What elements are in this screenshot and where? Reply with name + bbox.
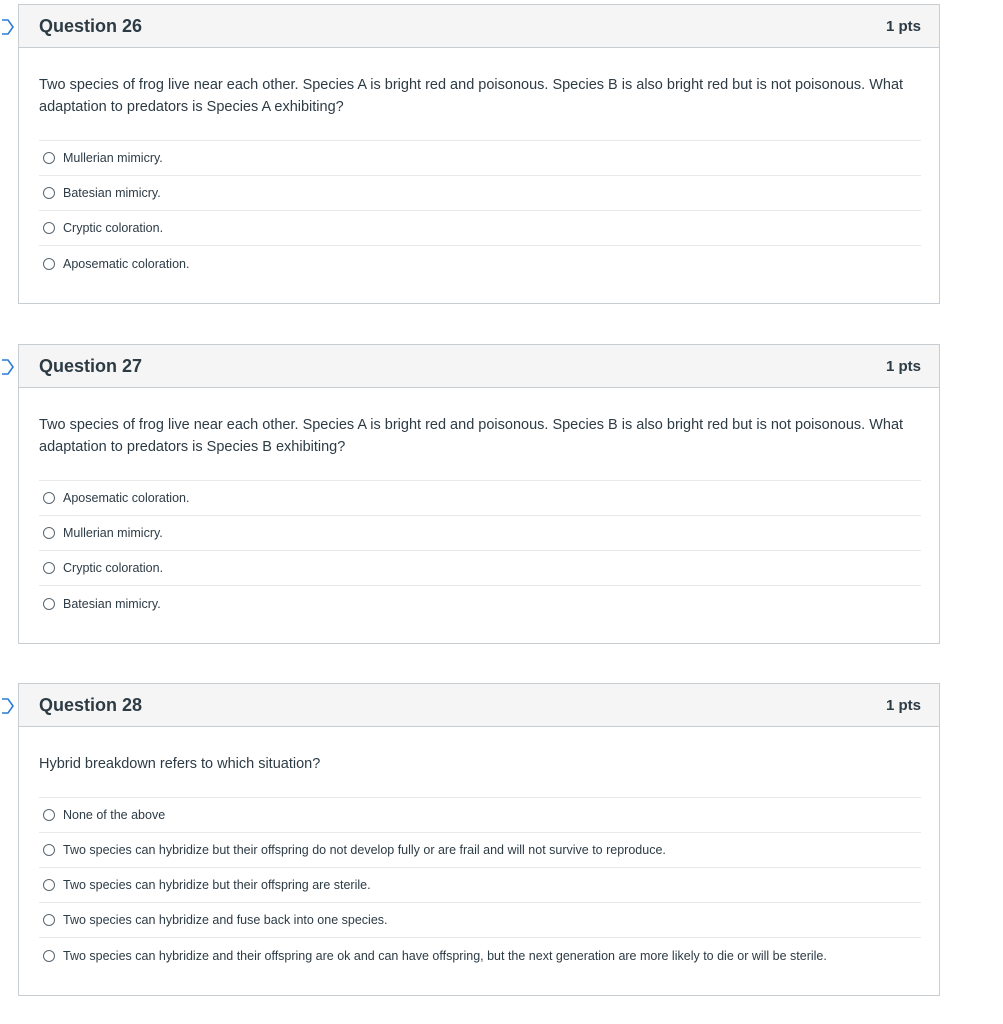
radio-unchecked-icon[interactable]: [43, 562, 55, 574]
answer-label: Aposematic coloration.: [63, 491, 190, 505]
radio-unchecked-icon[interactable]: [43, 187, 55, 199]
question-header: [19, 345, 939, 388]
radio-unchecked-icon[interactable]: [43, 879, 55, 891]
question-points: 1 pts: [885, 696, 921, 714]
answer-label: Two species can hybridize and fuse back into one species.: [63, 913, 388, 927]
answer-option[interactable]: [39, 868, 921, 903]
radio-unchecked-icon[interactable]: [43, 598, 55, 610]
answer-option[interactable]: [39, 176, 921, 211]
answer-label: Two species can hybridize and their offspring are ok and can have offspring, but the next generation are more likely to die or will be sterile.: [63, 948, 827, 963]
answer-list: [39, 797, 921, 973]
answer-option[interactable]: [39, 481, 921, 516]
answer-option[interactable]: [39, 586, 921, 621]
question-text: Hybrid breakdown refers to which situation?: [39, 756, 321, 772]
radio-unchecked-icon[interactable]: [43, 492, 55, 504]
answer-label: Batesian mimicry.: [63, 596, 161, 611]
question-28: [18, 683, 940, 996]
answer-label: Two species can hybridize but their offspring do not develop fully or are frail and will not survive to reproduce.: [63, 843, 666, 857]
flag-marker-icon[interactable]: [1, 698, 15, 714]
answer-label: Aposematic coloration.: [63, 256, 190, 271]
answer-option[interactable]: [39, 551, 921, 586]
answer-label: Batesian mimicry.: [63, 186, 161, 200]
answer-option[interactable]: [39, 938, 921, 973]
radio-unchecked-icon[interactable]: [43, 527, 55, 539]
answer-label: Two species can hybridize but their offspring are sterile.: [63, 878, 371, 892]
radio-unchecked-icon[interactable]: [43, 258, 55, 270]
answer-option[interactable]: [39, 141, 921, 176]
answer-option[interactable]: [39, 211, 921, 246]
radio-unchecked-icon[interactable]: [43, 950, 55, 962]
radio-unchecked-icon[interactable]: [43, 152, 55, 164]
answer-label: None of the above: [63, 808, 166, 822]
answer-option[interactable]: [39, 903, 921, 938]
radio-unchecked-icon[interactable]: [43, 809, 55, 821]
question-points: 1 pts: [885, 357, 921, 375]
answer-label: Cryptic coloration.: [63, 561, 164, 575]
question-title: Question 26: [39, 15, 143, 36]
answer-option[interactable]: [39, 246, 921, 281]
radio-unchecked-icon[interactable]: [43, 914, 55, 926]
question-title: Question 27: [39, 355, 143, 376]
question-27: [18, 344, 940, 644]
answer-label: Mullerian mimicry.: [63, 151, 163, 165]
flag-marker-icon[interactable]: [1, 359, 15, 375]
question-points: 1 pts: [885, 17, 921, 35]
question-text: Two species of frog live near each other. Species A is bright red and poisonous. Species B is also bright red but is not poisonous. What adaptation to predators is Species A exhibiting?: [39, 77, 904, 115]
radio-unchecked-icon[interactable]: [43, 222, 55, 234]
answer-option[interactable]: [39, 798, 921, 833]
question-header: [19, 684, 939, 727]
answer-option[interactable]: [39, 833, 921, 868]
question-title: Question 28: [39, 694, 143, 715]
radio-unchecked-icon[interactable]: [43, 844, 55, 856]
question-header: [19, 5, 939, 48]
answer-option[interactable]: [39, 516, 921, 551]
answer-label: Cryptic coloration.: [63, 221, 164, 235]
question-26: [18, 4, 940, 304]
answer-list: [39, 140, 921, 281]
answer-list: [39, 480, 921, 621]
flag-marker-icon[interactable]: [1, 19, 15, 35]
answer-label: Mullerian mimicry.: [63, 526, 163, 540]
question-text: Two species of frog live near each other. Species A is bright red and poisonous. Species B is also bright red but is not poisonous. What adaptation to predators is Species B exhibiting?: [39, 417, 904, 455]
